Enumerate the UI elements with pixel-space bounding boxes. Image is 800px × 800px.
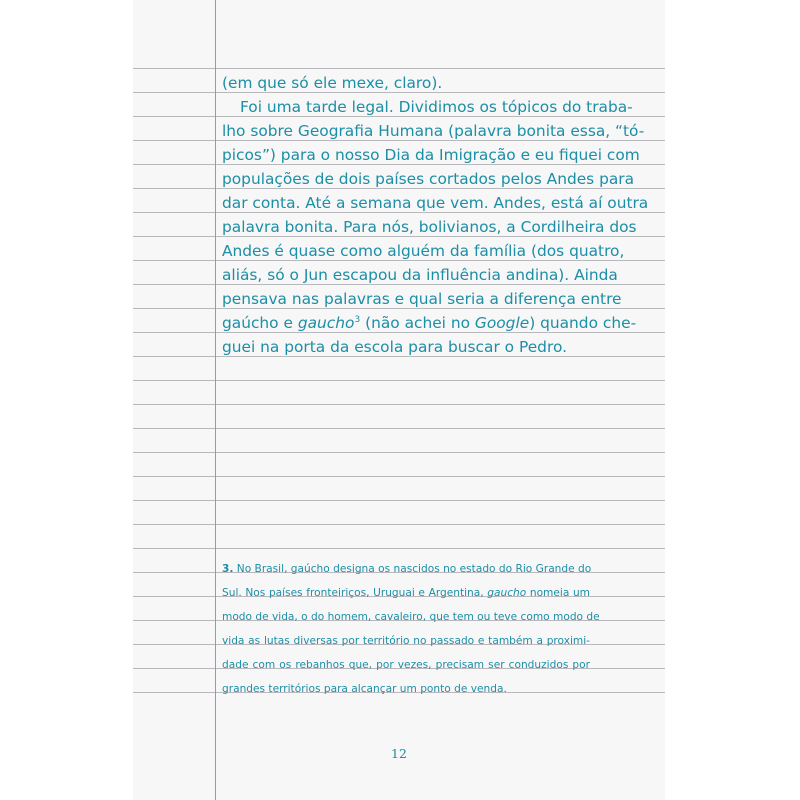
page-number: 12 (391, 746, 407, 761)
body-line-7: palavra bonita. Para nós, bolivianos, a Cordilheira dos (222, 218, 637, 236)
body-line-2: Foi uma tarde legal. Dividimos os tópicos do traba- (240, 98, 633, 116)
body-line-11-a: gaúcho e (222, 314, 298, 332)
footnote-line-2-a: Sul. Nos países fronteiriços, Uruguai e Argentina, (222, 587, 488, 599)
ruled-line (133, 404, 665, 405)
footnote-line-2 (222, 581, 590, 605)
body-line-3: lho sobre Geografia Humana (palavra bonita essa, “tó- (222, 122, 645, 140)
body-line-1: (em que só ele mexe, claro). (222, 74, 443, 92)
ruled-line (133, 476, 665, 477)
footnote-line-1-text: No Brasil, gaúcho designa os nascidos no estado do Rio Grande do (233, 563, 592, 575)
footnote-number: 3. (222, 563, 234, 575)
footnote-term-gaucho: gaucho (487, 587, 527, 599)
ruled-line (133, 500, 665, 501)
body-line-11-e: ) quando che- (529, 314, 637, 332)
footnote-ref: 3 (354, 314, 361, 325)
margin-line (215, 0, 216, 800)
footnote-line-5: dade com os rebanhos que, por vezes, precisam ser conduzidos por (222, 659, 590, 671)
body-line-4: picos”) para o nosso Dia da Imigração e eu fiquei com (222, 146, 640, 164)
body-line-8: Andes é quase como alguém da família (dos quatro, (222, 242, 625, 260)
body-line-11-c: (não achei no (360, 314, 475, 332)
notebook-page (133, 0, 665, 800)
term-gaucho: gaucho (297, 314, 355, 332)
body-line-5: populações de dois países cortados pelos Andes para (222, 170, 635, 188)
body-line-11 (222, 311, 637, 335)
footnote-line-1 (222, 557, 590, 581)
footnote-line-4: vida as lutas diversas por território no passado e também a proximi- (222, 635, 590, 647)
term-google: Google (474, 314, 530, 332)
ruled-line (133, 428, 665, 429)
body-line-6: dar conta. Até a semana que vem. Andes, está aí outra (222, 194, 649, 212)
footnote-line-2-c: nomeia um (526, 587, 590, 599)
body-line-12: guei na porta da escola para buscar o Pedro. (222, 338, 567, 356)
body-line-9: aliás, só o Jun escapou da influência andina). Ainda (222, 266, 618, 284)
ruled-line (133, 380, 665, 381)
ruled-line (133, 452, 665, 453)
footnote-line-3: modo de vida, o do homem, cavaleiro, que tem ou teve como modo de (222, 611, 600, 623)
footnote-line-6: grandes territórios para alcançar um ponto de venda. (222, 683, 507, 695)
ruled-line (133, 68, 665, 69)
ruled-line (133, 524, 665, 525)
ruled-line (133, 548, 665, 549)
body-line-10: pensava nas palavras e qual seria a diferença entre (222, 290, 622, 308)
